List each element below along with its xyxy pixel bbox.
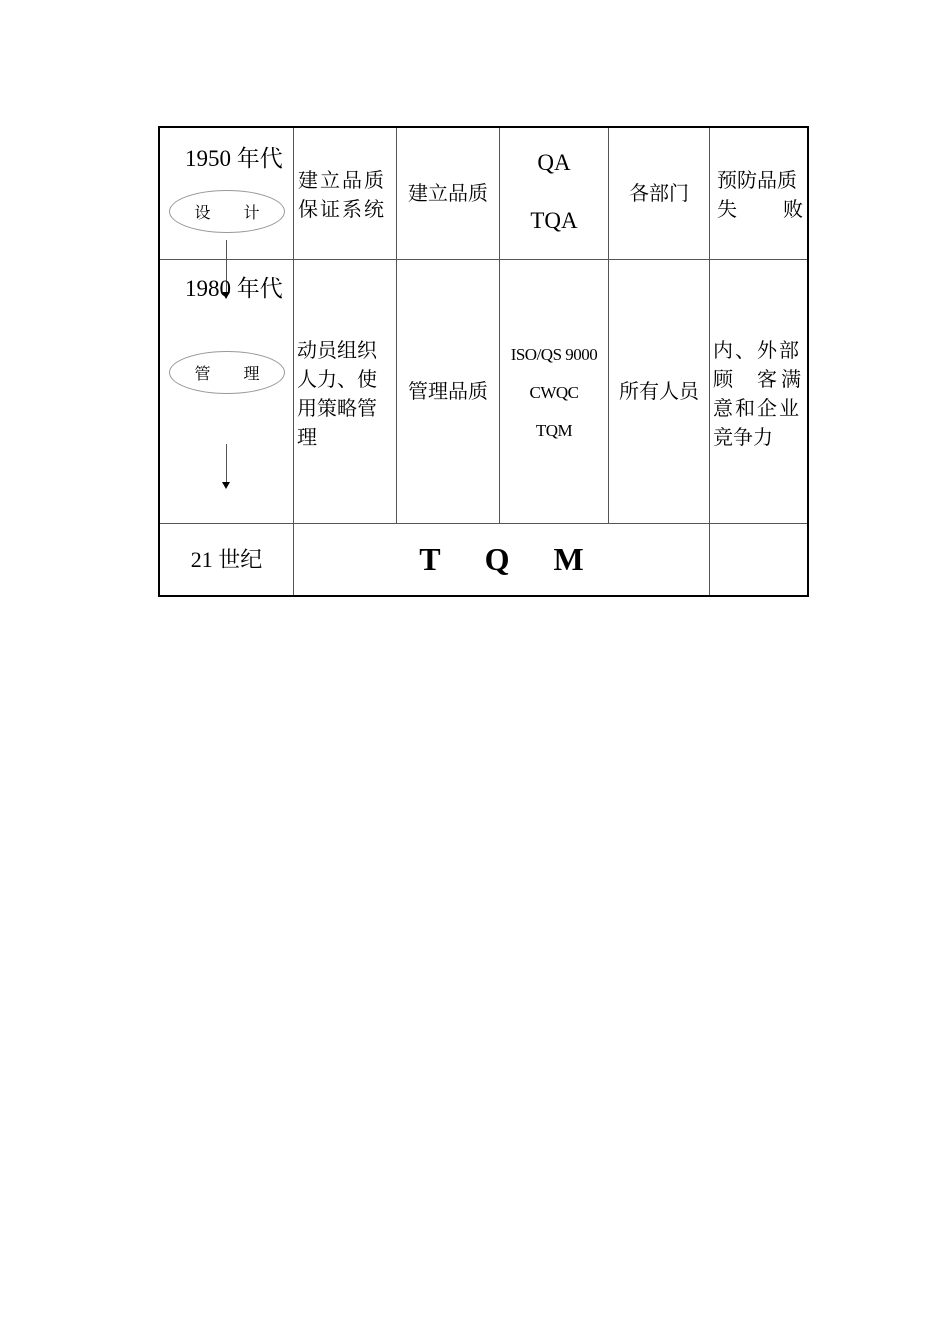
result-word: 顾 <box>713 367 733 391</box>
system-cell <box>297 336 391 452</box>
timeline-arrow-line <box>226 444 227 484</box>
result-line: 预防品质 <box>717 168 797 192</box>
result-word: 失 <box>717 197 737 221</box>
methods-cell <box>500 148 608 235</box>
stage-oval-design <box>169 190 285 233</box>
method-cwqc: CWQC <box>529 383 579 402</box>
scope-text: 各部门 <box>629 181 689 205</box>
era-label <box>185 274 295 304</box>
method-iso: ISO/QS 9000 <box>510 345 598 364</box>
era-21st-century: 21 世纪 <box>190 547 263 572</box>
goal-text: 建立品质 <box>408 181 488 205</box>
goal-cell <box>397 260 499 523</box>
tqm-letter: T <box>419 541 441 577</box>
era-label <box>185 144 295 174</box>
stage-label: 管 理 <box>194 364 274 383</box>
result-line: 意和企业 <box>713 396 801 420</box>
goal-text: 管理品质 <box>408 379 488 403</box>
era-1950: 1950 年代 <box>185 146 283 171</box>
tqm-letter: M <box>553 541 584 577</box>
result-cell <box>717 166 803 224</box>
result-cell <box>713 336 805 452</box>
result-word: 客满 <box>757 367 805 391</box>
scope-cell <box>609 260 709 523</box>
system-text: 动员组织人力、使用策略管理 <box>297 338 377 449</box>
goal-cell <box>397 128 499 259</box>
empty-cell <box>710 524 807 595</box>
tqm-letter: Q <box>484 541 510 577</box>
scope-text: 所有人员 <box>619 379 699 403</box>
scope-cell <box>609 128 709 259</box>
stage-label: 设 计 <box>194 203 274 222</box>
methods-cell <box>500 336 608 450</box>
era-cell <box>160 524 293 595</box>
system-text: 建立品质保证系统 <box>298 168 386 221</box>
method-tqa: TQA <box>530 208 578 233</box>
system-cell <box>298 166 394 224</box>
method-qa: QA <box>537 150 571 175</box>
tqm-cell <box>294 524 709 595</box>
result-line: 内、外部 <box>713 338 801 362</box>
result-line: 竞争力 <box>713 425 773 449</box>
result-word: 败 <box>783 197 803 221</box>
era-1980: 1980 年代 <box>185 276 283 301</box>
down-arrow-icon <box>222 482 230 489</box>
stage-oval-management <box>169 351 285 394</box>
method-tqm: TQM <box>535 421 573 440</box>
quality-evolution-table <box>158 126 809 597</box>
